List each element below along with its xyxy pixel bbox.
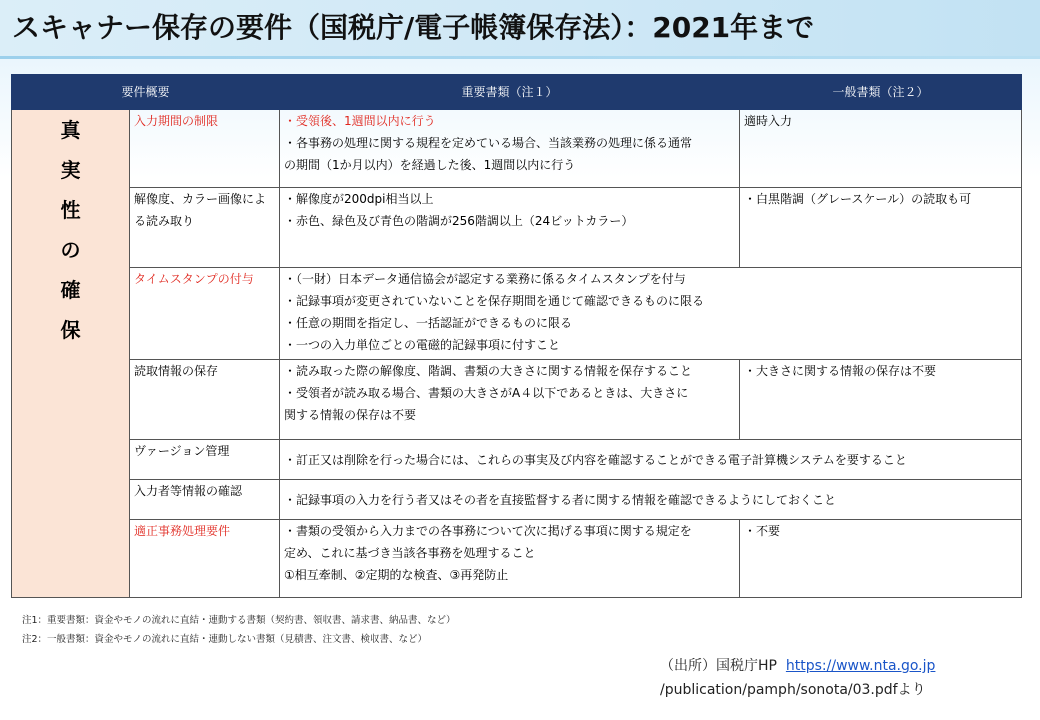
general-docs-cell: [740, 110, 1022, 188]
side-label-char: 実: [60, 158, 81, 182]
general-docs-line: 適時入力: [744, 114, 793, 128]
general-docs-cell: [740, 520, 1022, 598]
table-body: [12, 110, 1022, 598]
requirements-table: [11, 74, 1022, 598]
important-docs-line: ・受領者が読み取る場合、書類の大きさがA４以下であるときは、大きさに: [284, 386, 689, 400]
table-row: [12, 480, 1022, 520]
general-docs-line: ・大きさに関する情報の保存は不要: [744, 364, 937, 378]
important-docs-cell: [280, 268, 1022, 360]
footnotes: [22, 611, 455, 649]
important-docs-line: ・記録事項が変更されていないことを保存期間を通じて確認できるものに限る: [284, 294, 705, 308]
important-docs-line: の期間（1か月以内）を経過した後、1週間以内に行う: [284, 158, 576, 172]
source-link[interactable]: https://www.nta.go.jp: [785, 658, 936, 674]
important-docs-line: ・受領後、1週間以内に行う: [284, 114, 436, 128]
important-docs-cell: [280, 480, 1022, 520]
side-label-char: 確: [60, 278, 81, 302]
important-docs-line: ・記録事項の入力を行う者又はその者を直接監督する者に関する情報を確認できるようにしておくこと: [284, 492, 837, 507]
important-docs-line: ・訂正又は削除を行った場合には、これらの事実及び内容を確認することができる電子計算機システムを要すること: [284, 452, 907, 467]
important-docs-cell: [280, 440, 1022, 480]
side-label-char: の: [60, 238, 81, 262]
important-docs-line: 定め、これに基づき当該各事務を処理すること: [284, 546, 536, 560]
requirement-label: 入力者等情報の確認: [130, 480, 280, 520]
important-docs-cell: [280, 360, 740, 440]
important-docs-line: ・書類の受領から入力までの各事務について次に掲げる事項に関する規定を: [284, 524, 692, 538]
table-header-row: [12, 75, 1022, 110]
important-docs-line: ・（一財）日本データ通信協会が認定する業務に係るタイムスタンプを付与: [284, 272, 686, 286]
requirement-label: 入力期間の制限: [130, 110, 280, 188]
requirement-label: ヴァージョン管理: [130, 440, 280, 480]
table-row: [12, 188, 1022, 268]
important-docs-line: ・読み取った際の解像度、階調、書類の大きさに関する情報を保存すること: [284, 364, 693, 378]
general-docs-cell: [740, 188, 1022, 268]
header-general-docs: 一般書類（注２）: [740, 75, 1022, 110]
important-docs-line: ①相互牽制、②定期的な検査、③再発防止: [284, 568, 509, 582]
source-prefix: （出所）国税庁HP: [660, 658, 777, 674]
general-docs-cell: [740, 360, 1022, 440]
important-docs-line: ・赤色、緑色及び青色の階調が256階調以上（24ビットカラー）: [284, 214, 634, 228]
side-label-char: 保: [60, 318, 81, 342]
general-docs-line: ・不要: [744, 524, 781, 538]
side-label-char: 真: [60, 118, 81, 142]
requirement-label: タイムスタンプの付与: [130, 268, 280, 360]
side-label-authenticity: [12, 110, 130, 598]
requirement-label: 解像度、カラー画像による読み取り: [130, 188, 280, 268]
header-overview: 要件概要: [12, 75, 280, 110]
footnote-2: 注2：一般書類：資金やモノの流れに直結・連動しない書類（見積書、注文書、検収書、など）: [22, 634, 427, 645]
important-docs-cell: [280, 110, 740, 188]
requirement-label: 適正事務処理要件: [130, 520, 280, 598]
important-docs-line: ・任意の期間を指定し、一括認証ができるものに限る: [284, 316, 573, 330]
table-row: [12, 110, 1022, 188]
table-row: [12, 268, 1022, 360]
important-docs-line: ・一つの入力単位ごとの電磁的記録事項に付すこと: [284, 338, 561, 352]
important-docs-line: 関する情報の保存は不要: [284, 408, 417, 422]
requirement-label: 読取情報の保存: [130, 360, 280, 440]
page-title: スキャナー保存の要件（国税庁/電子帳簿保存法）：2021年まで: [12, 11, 815, 44]
side-label-char: 性: [60, 198, 81, 222]
table-row: [12, 440, 1022, 480]
header-important-docs: 重要書類（注１）: [280, 75, 740, 110]
general-docs-line: ・白黒階調（グレースケール）の読取も可: [744, 192, 972, 206]
source-path: /publication/pamph/sonota/03.pdfより: [660, 682, 926, 698]
footnote-1: 注1：重要書類：資金やモノの流れに直結・連動する書類（契約書、領収書、請求書、納品書、など）: [22, 615, 456, 626]
table-row: [12, 360, 1022, 440]
important-docs-cell: [280, 520, 740, 598]
important-docs-line: ・各事務の処理に関する規程を定めている場合、当該業務の処理に係る通常: [284, 136, 693, 150]
table-row: [12, 520, 1022, 598]
important-docs-line: ・解像度が200dpi相当以上: [284, 192, 434, 206]
important-docs-cell: [280, 188, 740, 268]
source-citation: [660, 654, 935, 702]
